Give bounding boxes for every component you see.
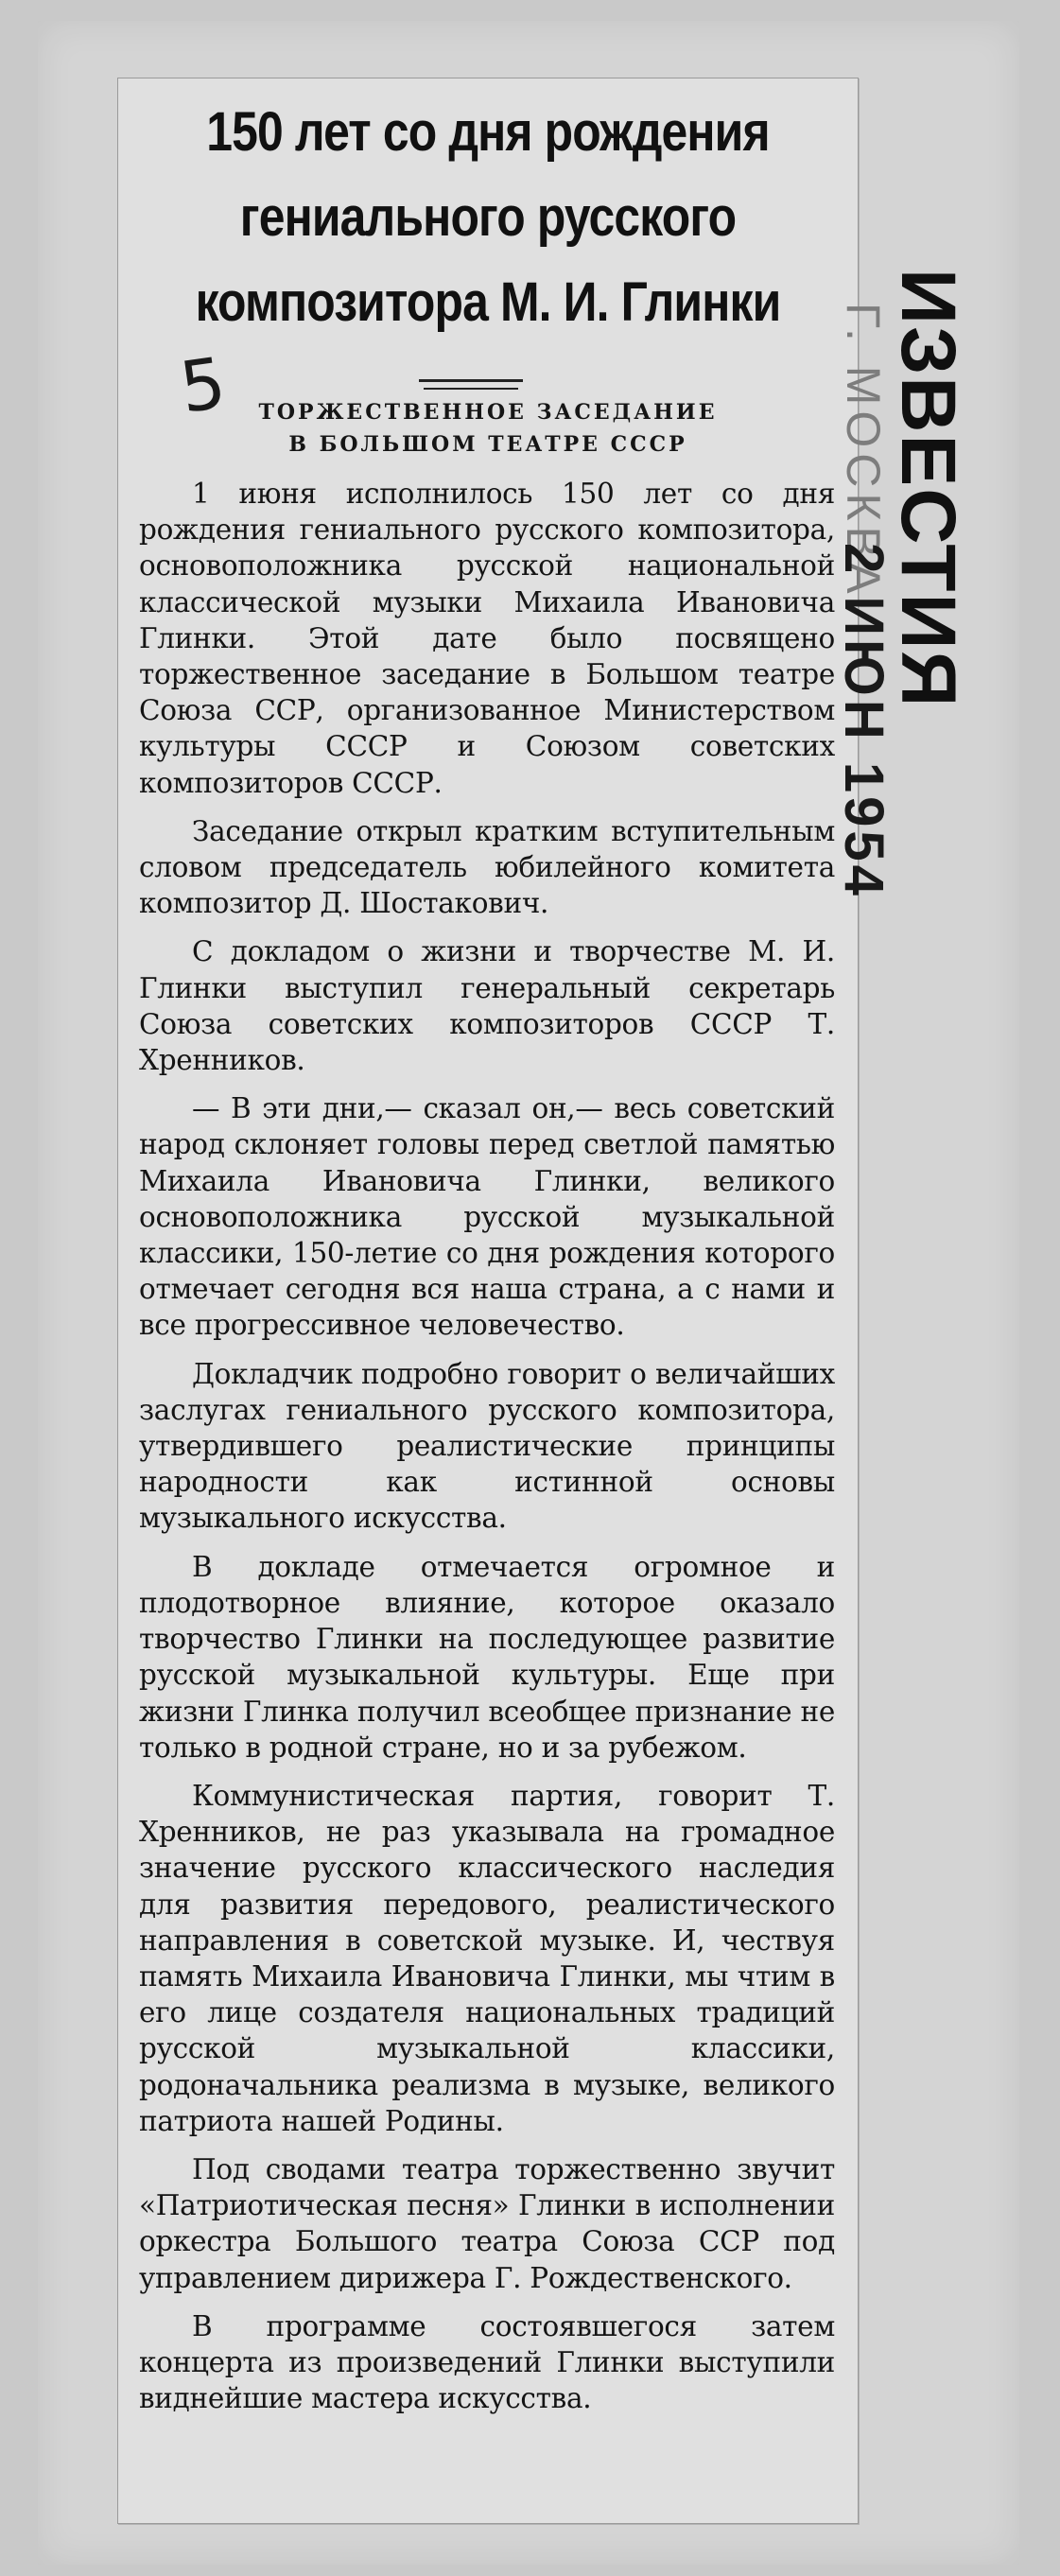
headline-divider-thin [424, 388, 518, 390]
subheading-line-2: В БОЛЬШОМ ТЕАТРЕ СССР [288, 432, 687, 457]
paragraph-1: 1 июня исполнилось 150 лет со дня рождения гениального русского композитора, основоположника русской национальной классической музыки Михаила Ивановича Глинки. Этой дате было посвящено торжественное заседание в Большом театре Союза ССР, организованное Министерством культуры СССР и Союзом советских композиторов СССР. [139, 478, 835, 799]
stamp-city: Г. МОСКВА [837, 303, 890, 600]
article-body [139, 476, 835, 2428]
headline-line-3: композитора М. И. Глинки [195, 271, 781, 333]
article-headline [186, 90, 790, 345]
headline-divider [419, 379, 523, 382]
handwritten-margin-mark: 5 [175, 342, 231, 429]
paragraph-7: Коммунистическая партия, говорит Т. Хренников, не раз указывала на громадное значение русского классического наследия для развития передового, реалистического направления в советской музыке. И, чествуя память Михаила Ивановича Глинки, мы чтим в его лице создателя национальных традиций русской музыкальной классики, родоначальника реализма в музыке, великого патриота нашей Родины. [139, 1779, 835, 2137]
paragraph-2: Заседание открыл кратким вступительным словом председатель юбилейного комитета композитор Д. Шостакович. [139, 814, 835, 920]
stamp-date: 2 ИЮН 1954 [833, 543, 895, 899]
headline-line-1: 150 лет со дня рождения [206, 101, 770, 163]
paragraph-6: В докладе отмечается огромное и плодотворное влияние, которое оказало творчество Глинки на последующее развитие русской музыкальной культуры. Еще при жизни Глинка получил всеобщее признание не только в родной стране, но и за рубежом. [139, 1550, 835, 1764]
paragraph-5: Докладчик подробно говорит о величайших заслугах гениального русского композитора, утвердившего реалистические принципы народности как истинной основы музыкального искусства. [139, 1357, 835, 1535]
headline-line-2: гениального русского [239, 186, 737, 248]
paragraph-9: В программе состоявшегося затем концерта из произведений Глинки выступили виднейшие мастера искусства. [139, 2309, 835, 2415]
paragraph-4: — В эти дни,— сказал он,— весь советский народ склоняет головы перед светлой памятью Михаила Ивановича Глинки, великого основоположника русской музыкальной классики, 150-летие со дня рождения которого отмечает сегодня вся наша страна, а с нами и все прогрессивное человечество. [139, 1092, 835, 1342]
scan-background [38, 21, 1019, 2565]
newspaper-clipping [117, 78, 859, 2524]
stamp-newspaper-name: ИЗВЕСТИЯ [885, 269, 971, 709]
article-subheading [137, 396, 839, 461]
paragraph-8: Под сводами театра торжественно звучит «Патриотическая песня» Глинки в исполнении оркестра Большого театра Союза ССР под управлением дирижера Г. Рождественского. [139, 2152, 835, 2294]
paragraph-3: С докладом о жизни и творчестве М. И. Глинки выступил генеральный секретарь Союза советских композиторов СССР Т. Хренников. [139, 935, 835, 1077]
subheading-line-1: ТОРЖЕСТВЕННОЕ ЗАСЕДАНИЕ [258, 400, 718, 425]
